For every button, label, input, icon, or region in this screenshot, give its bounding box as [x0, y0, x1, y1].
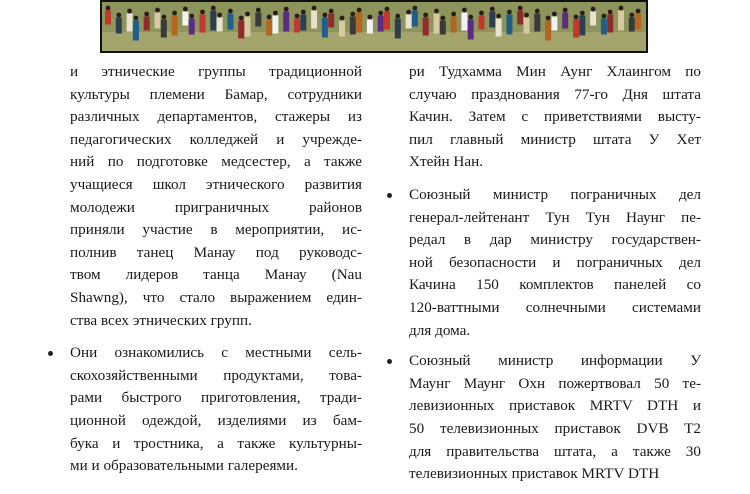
bullet-line: Союзный министр пограничных дел: [409, 185, 701, 203]
dancer-body: [635, 14, 641, 30]
dancer-head: [368, 15, 373, 20]
dancer-body: [283, 12, 289, 32]
dancer-body: [127, 14, 133, 32]
dancer-body: [144, 17, 150, 31]
dancer-head: [189, 14, 194, 19]
dancer-body: [440, 21, 446, 35]
dancer-body: [517, 11, 523, 25]
dancer-head: [256, 8, 261, 13]
left-paragraph-line: полнив танец Манау под руководс-: [70, 243, 362, 261]
dancer-body: [412, 11, 418, 27]
left-paragraph-line: учащиеся школ этнического развития: [70, 175, 362, 193]
left-paragraph-line: ства всех этнических групп.: [70, 311, 252, 329]
left-paragraph-line: Shawng), что стало выражением един-: [70, 288, 362, 306]
dancer-body: [618, 11, 624, 31]
bullet-line: левизионных приставок MRTV DTH и: [409, 397, 701, 415]
dancer-body: [524, 18, 530, 34]
dancer-head: [161, 15, 166, 20]
dancer-body: [545, 21, 551, 41]
dancer-head: [106, 6, 111, 11]
bullet-dot-icon: [48, 351, 53, 356]
bullet-dot-icon: [387, 193, 392, 198]
dancer-head: [468, 15, 473, 20]
left-paragraph-line: культуры племени Бамар, сотрудники: [70, 85, 362, 103]
dancer-head: [239, 16, 244, 21]
bullet-line: генерал-лейтенант Тун Тун Наунг пе-: [409, 208, 701, 226]
bullet-line: для дома.: [409, 321, 471, 339]
dancer-head: [329, 9, 334, 14]
dancer-body: [451, 17, 457, 33]
dancer-head: [172, 11, 177, 16]
right-bullet-list: [409, 184, 701, 486]
left-paragraph-line: молодежи приграничных районов: [70, 198, 362, 216]
dancer-head: [134, 16, 139, 21]
bullet-line: бука и тростника, а также культурны-: [70, 434, 362, 452]
dancer-head: [479, 11, 484, 16]
dancer-head: [273, 11, 278, 16]
dancer-body: [172, 16, 178, 36]
bullet-line: редал в дар министру государствен-: [409, 231, 701, 249]
bullet-line: 50 телевизионных приставок DVB T2: [409, 419, 701, 437]
left-paragraph-line: ний по подготовке медсестер, а также: [70, 153, 362, 171]
dancer-head: [580, 11, 585, 16]
dancer-body: [255, 13, 261, 27]
dancer-body: [155, 13, 161, 29]
festival-photo: [100, 0, 648, 53]
bullet-line: телевизионных приставок MRTV DTH: [409, 465, 660, 483]
dancer-body: [266, 20, 272, 36]
bullet-line: Маунг Маунг Охн пожертвовал 50 те-: [409, 374, 701, 392]
dancer-body: [461, 13, 467, 31]
dancer-head: [434, 9, 439, 14]
dancer-body: [339, 21, 345, 37]
dancer-head: [602, 14, 607, 19]
dancer-head: [440, 16, 445, 21]
dancer-body: [328, 14, 334, 28]
bullet-line: рами быстрого приготовления, тради-: [70, 389, 362, 407]
right-paragraph: [409, 61, 701, 174]
dancer-head: [629, 13, 634, 18]
dancer-body: [200, 15, 206, 33]
dancer-head: [200, 10, 205, 15]
left-paragraph-line: различных департаментов, стажеры из: [70, 108, 362, 126]
bullet-line: ной безопасности и пограничных дел: [409, 253, 701, 271]
left-column: [70, 61, 362, 486]
left-paragraph: [70, 61, 362, 332]
bullet-item: [409, 350, 701, 486]
dancer-head: [217, 13, 222, 18]
dancer-head: [267, 15, 272, 20]
dancer-body: [601, 19, 607, 35]
right-paragraph-line: случаю празднования 77-го Дня штата: [409, 85, 701, 103]
dancer-head: [144, 12, 149, 17]
dancer-head: [395, 14, 400, 19]
right-paragraph-line: ри Тудхамма Мин Аунг Хлаингом по: [409, 63, 701, 80]
bullet-line: 120-ваттными солнечными системами: [409, 298, 701, 316]
dancer-body: [534, 14, 540, 32]
dancers-illustration: [102, 2, 646, 51]
dancer-head: [183, 7, 188, 12]
dancer-body: [378, 16, 384, 32]
dancer-head: [350, 12, 355, 17]
dancer-head: [228, 9, 233, 14]
right-paragraph-line: Качин. Затем с приветствиями высту-: [409, 108, 701, 126]
dancer-head: [301, 10, 306, 15]
dancer-body: [395, 19, 401, 39]
dancer-head: [608, 10, 613, 15]
dancer-body: [590, 12, 596, 26]
dancer-head: [490, 7, 495, 12]
dancer-body: [245, 17, 251, 37]
dancer-head: [524, 13, 529, 18]
dancer-head: [413, 6, 418, 11]
dancer-head: [406, 10, 411, 15]
dancer-head: [546, 16, 551, 21]
dancer-body: [434, 14, 440, 34]
dancer-body: [468, 20, 474, 40]
dancer-body: [423, 18, 429, 36]
dancer-body: [551, 17, 557, 31]
left-bullet-list: [70, 342, 362, 478]
bullet-line: Они ознакомились с местными сель-: [70, 344, 362, 362]
dancer-body: [496, 19, 502, 37]
dancer-head: [378, 11, 383, 16]
dancer-body: [133, 21, 139, 41]
left-paragraph-line: приняли участие в мероприятии, ис-: [70, 221, 362, 239]
bullet-line: ционной одеждой, изделиями из бам-: [70, 411, 362, 429]
dancer-head: [451, 12, 456, 17]
bullet-dot-icon: [387, 359, 392, 364]
dancer-head: [462, 8, 467, 13]
right-paragraph-line: Хтейн Нан.: [409, 153, 484, 171]
dancer-head: [323, 13, 328, 18]
bullet-item: [70, 342, 362, 478]
dancer-body: [322, 18, 328, 38]
dancer-head: [518, 6, 523, 11]
dancer-head: [591, 7, 596, 12]
dancer-body: [367, 20, 373, 34]
dancer-body: [506, 15, 512, 35]
left-continuation-text: [70, 61, 362, 332]
dancer-body: [272, 16, 278, 34]
right-paragraph-line: пил главный министр штата У Хет: [409, 130, 701, 148]
dancer-body: [579, 16, 585, 36]
dancer-body: [406, 15, 412, 29]
dancer-body: [210, 11, 216, 31]
dancer-head: [507, 10, 512, 15]
dancer-body: [116, 18, 122, 34]
bullet-line: Качина 150 комплектов панелей со: [409, 276, 701, 294]
dancer-head: [636, 9, 641, 14]
dancer-body: [294, 19, 300, 33]
dancer-body: [189, 19, 195, 35]
dancer-head: [574, 15, 579, 20]
dancer-body: [182, 12, 188, 26]
bullet-item: [409, 184, 701, 342]
dancer-head: [127, 9, 132, 14]
dancer-body: [384, 12, 390, 30]
bullet-line: для правительства штата, а также 30: [409, 442, 701, 460]
dancer-body: [217, 18, 223, 32]
dancer-head: [385, 7, 390, 12]
dancer-head: [312, 6, 317, 11]
dancer-body: [311, 11, 317, 29]
dancer-head: [563, 8, 568, 13]
dancer-head: [423, 13, 428, 18]
dancer-head: [211, 6, 216, 11]
dancer-head: [155, 8, 160, 13]
dancer-body: [479, 16, 485, 30]
dancer-body: [105, 11, 111, 25]
left-paragraph-line: педагогических колледжей и учрежде-: [70, 130, 362, 148]
dancer-head: [284, 7, 289, 12]
dancer-head: [295, 14, 300, 19]
right-continuation-text: [409, 61, 701, 174]
bullet-line: Союзный министр информации У: [409, 352, 701, 370]
dancer-body: [161, 20, 167, 38]
dancer-head: [552, 12, 557, 17]
bullet-line: ми и образовательными галереями.: [70, 457, 298, 475]
bullet-line: скохозяйственными продуктами, това-: [70, 366, 362, 384]
dancer-head: [245, 12, 250, 17]
dancer-body: [238, 21, 244, 39]
dancer-body: [300, 15, 306, 31]
dancer-head: [619, 6, 624, 11]
left-paragraph-line: и этнические группы традиционной: [70, 63, 362, 80]
dancer-body: [562, 13, 568, 29]
dancer-body: [573, 20, 579, 38]
left-paragraph-line: твом лидеров танца Манау (Nau: [70, 266, 362, 284]
dancer-head: [535, 9, 540, 14]
dancer-head: [496, 14, 501, 19]
dancer-body: [356, 13, 362, 33]
dancer-body: [350, 17, 356, 35]
dancer-body: [489, 12, 495, 28]
dancer-body: [607, 15, 613, 33]
dancer-body: [227, 14, 233, 30]
dancer-head: [357, 8, 362, 13]
dancer-body: [629, 18, 635, 32]
dancer-head: [340, 16, 345, 21]
dancer-head: [116, 13, 121, 18]
right-column: [409, 61, 701, 494]
